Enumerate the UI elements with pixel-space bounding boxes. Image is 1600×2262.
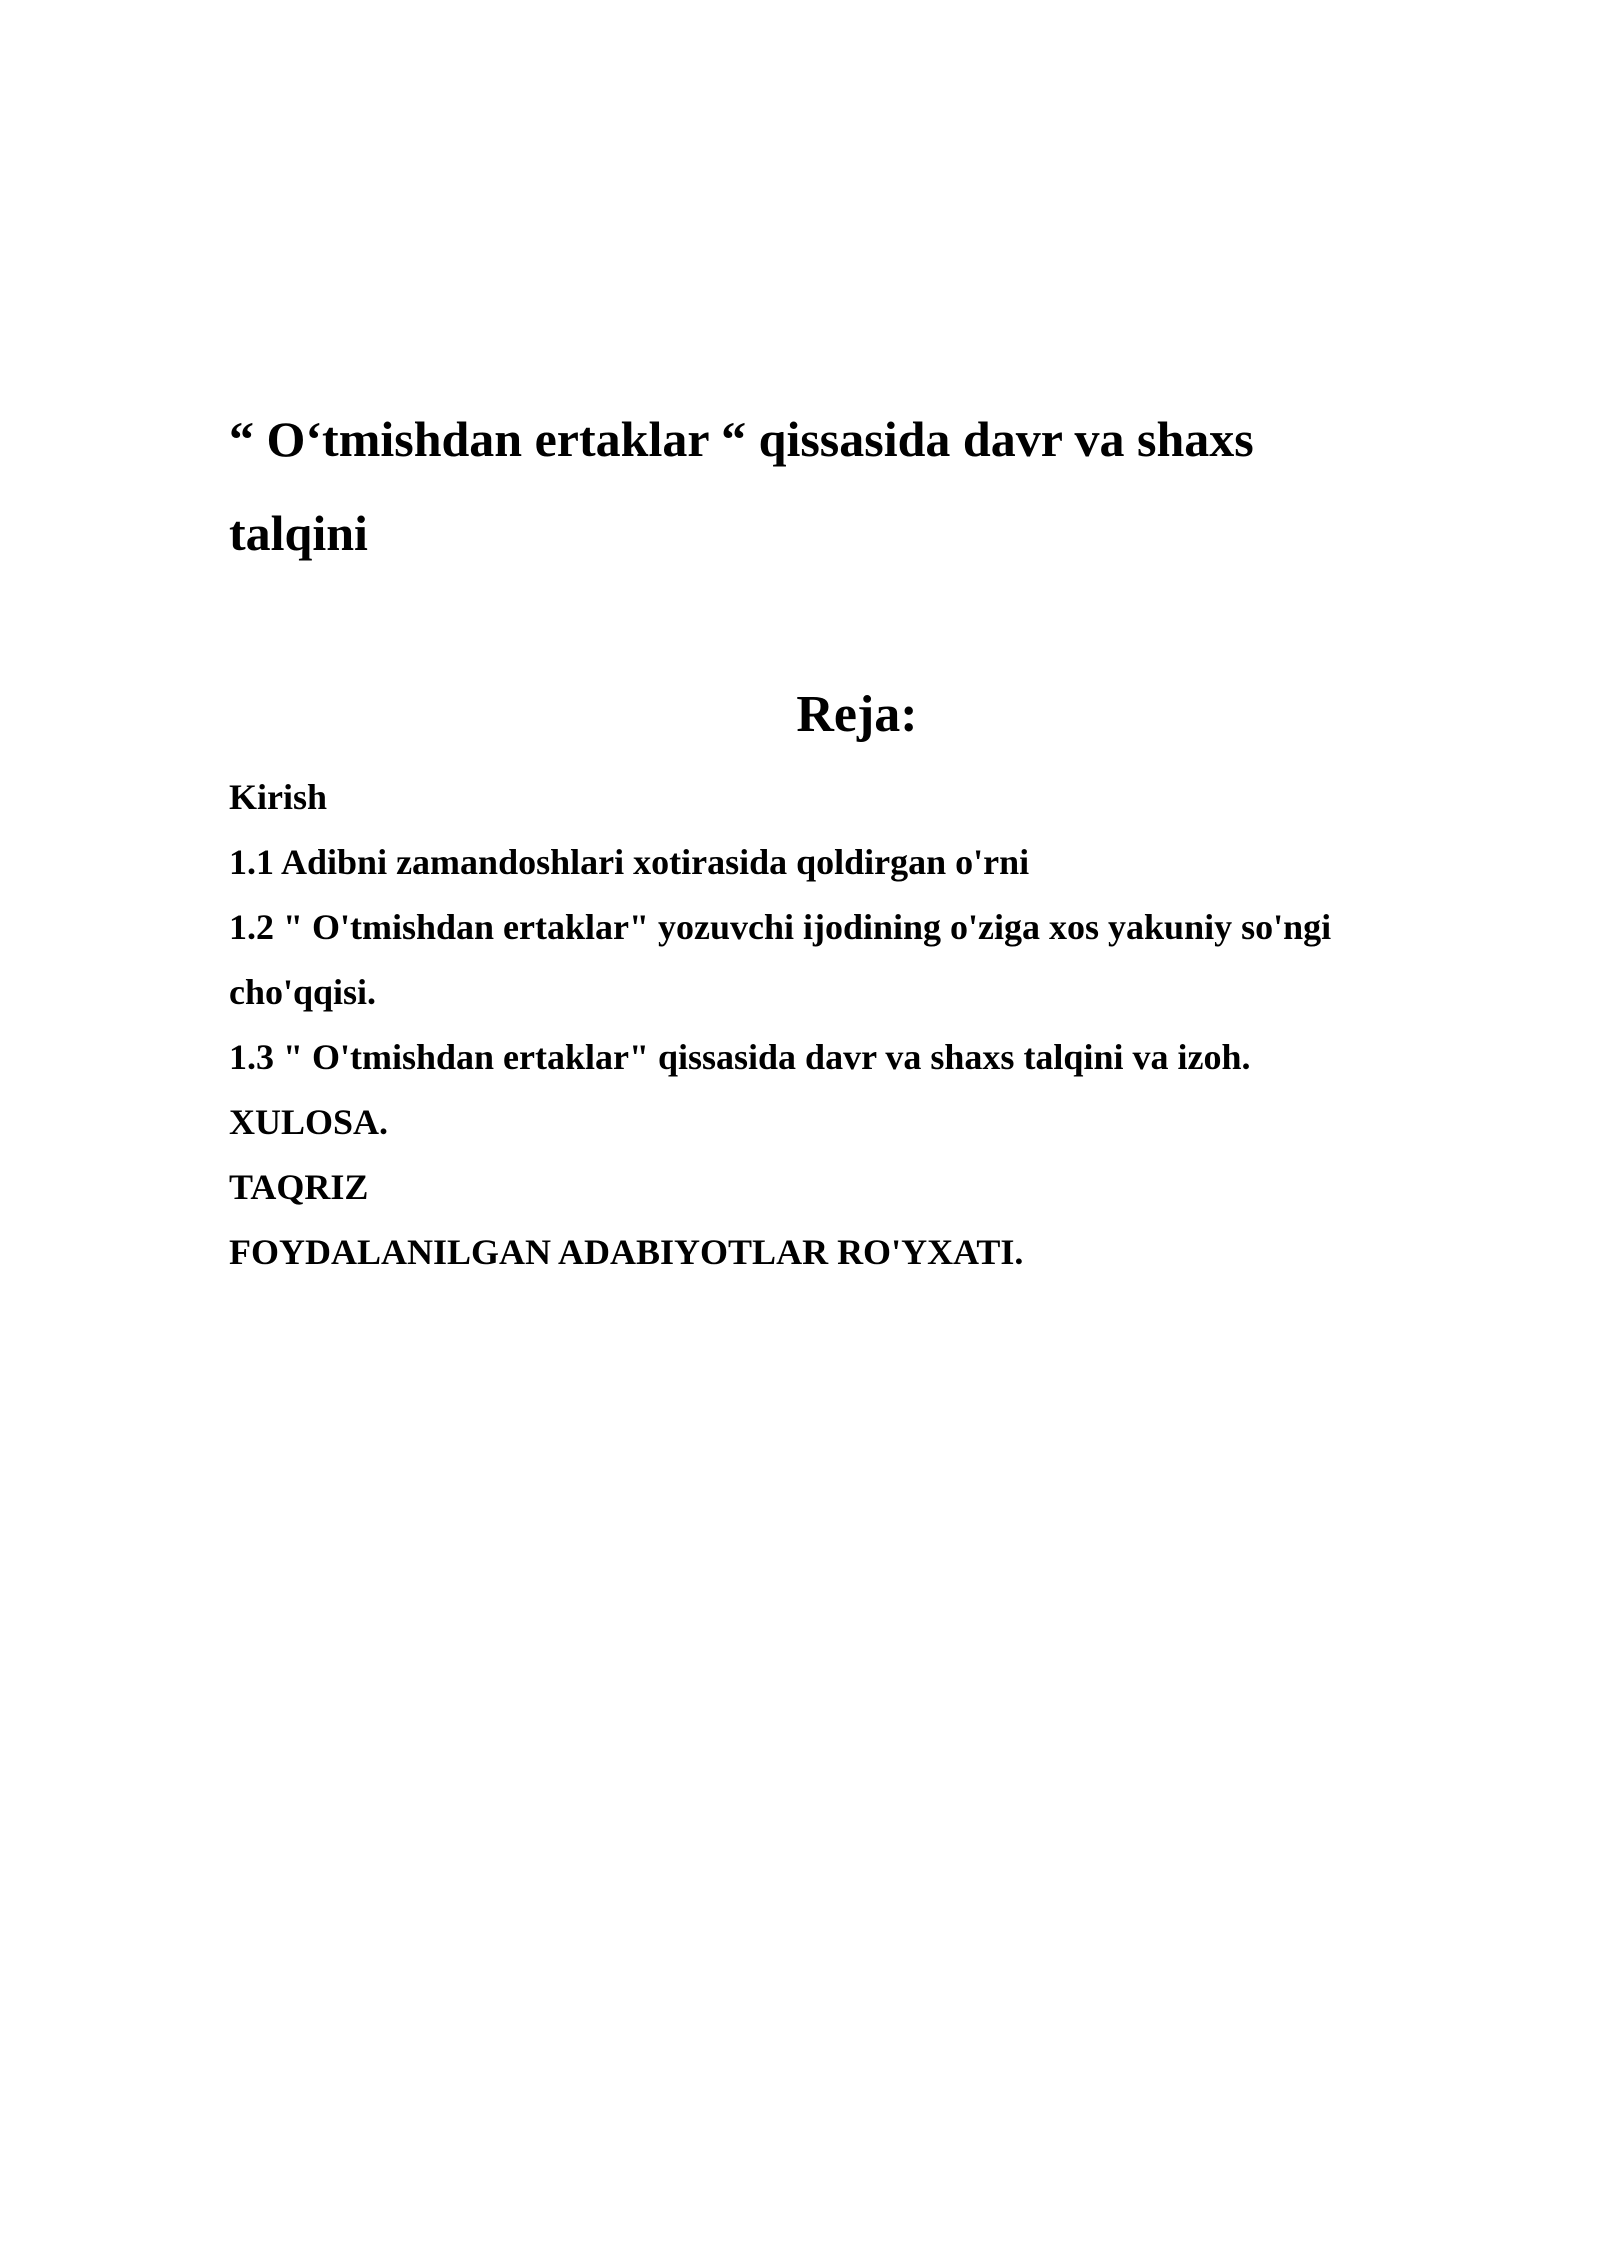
plan-item-1-2: 1.2 " O'tmishdan ertaklar" yozuvchi ijodining o'ziga xos yakuniy so'ngi <box>229 907 1332 947</box>
plan-item-conclusion: XULOSA. <box>229 1102 389 1142</box>
plan-heading: Reja: <box>796 686 918 743</box>
plan-list <box>229 765 1429 1285</box>
plan-item-introduction: Kirish <box>229 777 328 817</box>
plan-item-1-2-continued: cho'qqisi. <box>229 972 377 1012</box>
title-line-1: “ O‘tmishdan ertaklar “ qissasida davr va shaxs <box>229 411 1254 467</box>
plan-item-1-3: 1.3 " O'tmishdan ertaklar" qissasida davr va shaxs talqini va izoh. <box>229 1037 1251 1077</box>
document-title <box>229 392 1429 580</box>
plan-item-review: TAQRIZ <box>229 1167 369 1207</box>
title-line-2: talqini <box>229 505 368 561</box>
plan-item-1-1: 1.1 Adibni zamandoshlari xotirasida qoldirgan o'rni <box>229 842 1030 882</box>
plan-item-references: FOYDALANILGAN ADABIYOTLAR RO'YXATI. <box>229 1232 1024 1272</box>
